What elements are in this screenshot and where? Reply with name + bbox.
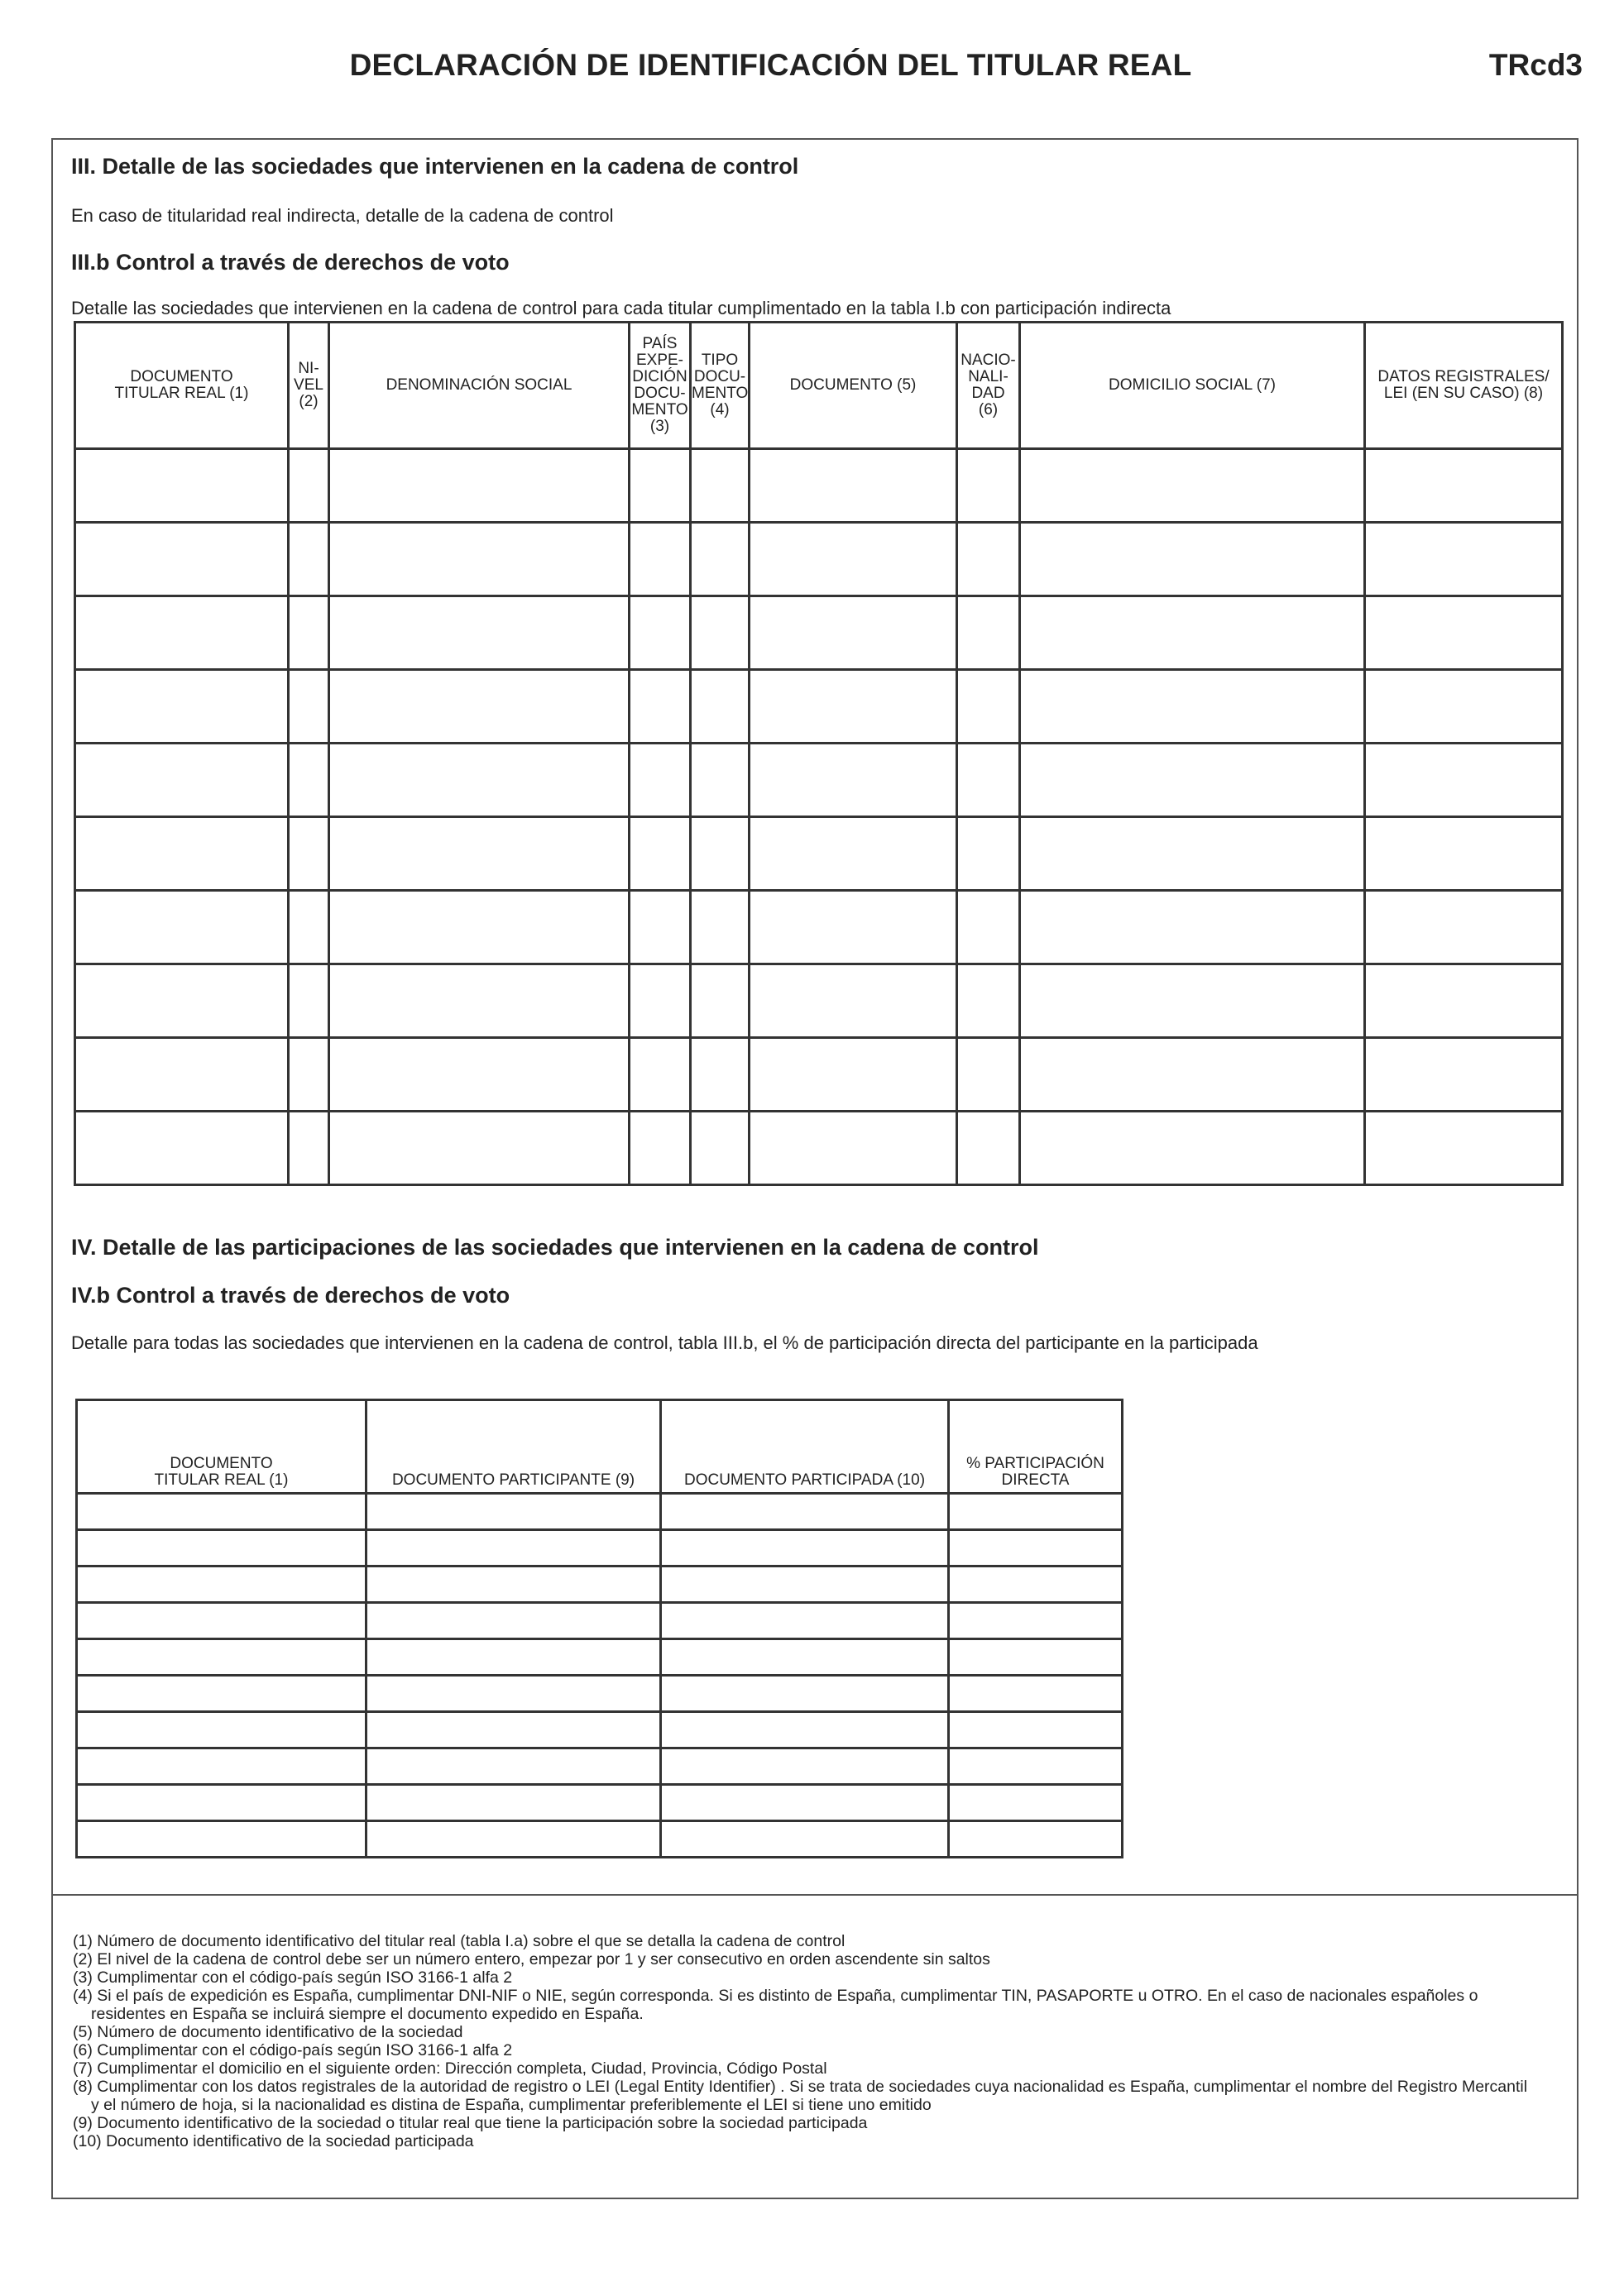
participation-cell[interactable] xyxy=(366,1712,661,1748)
control-chain-cell[interactable] xyxy=(630,523,691,596)
table-row xyxy=(75,523,1563,596)
control-chain-cell[interactable] xyxy=(75,891,289,964)
participation-cell[interactable] xyxy=(661,1821,949,1858)
control-chain-cell[interactable] xyxy=(691,817,750,891)
control-chain-cell[interactable] xyxy=(1020,1112,1365,1185)
section-4b-heading: IV.b Control a través de derechos de voto xyxy=(71,1283,510,1308)
control-chain-table xyxy=(74,321,1564,1186)
participation-cell[interactable] xyxy=(661,1603,949,1639)
control-chain-cell[interactable] xyxy=(289,1112,329,1185)
control-chain-cell[interactable] xyxy=(329,891,630,964)
footnote xyxy=(73,2078,1570,2114)
control-chain-cell[interactable] xyxy=(75,523,289,596)
control-chain-cell[interactable] xyxy=(1365,596,1563,670)
control-chain-cell[interactable] xyxy=(957,523,1020,596)
participation-cell[interactable] xyxy=(77,1748,366,1785)
control-chain-cell[interactable] xyxy=(957,1038,1020,1112)
control-chain-cell[interactable] xyxy=(957,670,1020,744)
table-header-row xyxy=(77,1400,1123,1494)
footnote xyxy=(73,1932,1570,1950)
control-chain-cell[interactable] xyxy=(630,670,691,744)
control-chain-cell[interactable] xyxy=(750,1112,957,1185)
control-chain-cell[interactable] xyxy=(1020,596,1365,670)
control-chain-cell[interactable] xyxy=(329,1112,630,1185)
table-row xyxy=(77,1639,1123,1676)
participation-cell[interactable] xyxy=(77,1712,366,1748)
table-row xyxy=(77,1603,1123,1639)
control-chain-cell[interactable] xyxy=(750,1038,957,1112)
control-chain-cell[interactable] xyxy=(957,964,1020,1038)
control-chain-cell[interactable] xyxy=(630,1038,691,1112)
table-row xyxy=(75,964,1563,1038)
footnote-continuation: y el número de hoja, si la nacionalidad es distina de España, cumplimentar preferiblemente el LEI si tiene uno emitido xyxy=(91,2096,932,2114)
table-row xyxy=(75,891,1563,964)
participation-cell[interactable] xyxy=(949,1676,1123,1712)
participation-cell[interactable] xyxy=(366,1567,661,1603)
participation-cell[interactable] xyxy=(77,1603,366,1639)
col-nivel: NI- VEL (2) xyxy=(289,323,329,449)
participation-cell[interactable] xyxy=(661,1748,949,1785)
control-chain-cell[interactable] xyxy=(329,817,630,891)
control-chain-cell[interactable] xyxy=(289,964,329,1038)
control-chain-cell[interactable] xyxy=(630,964,691,1038)
participation-cell[interactable] xyxy=(77,1821,366,1858)
control-chain-cell[interactable] xyxy=(630,744,691,817)
table-row xyxy=(75,1112,1563,1185)
table-row xyxy=(77,1748,1123,1785)
control-chain-cell[interactable] xyxy=(691,964,750,1038)
control-chain-cell[interactable] xyxy=(75,449,289,523)
control-chain-cell[interactable] xyxy=(329,1038,630,1112)
table-row xyxy=(77,1821,1123,1858)
participation-cell[interactable] xyxy=(77,1676,366,1712)
control-chain-cell[interactable] xyxy=(329,744,630,817)
col-documento-participante: DOCUMENTO PARTICIPANTE (9) xyxy=(366,1400,661,1494)
participation-cell[interactable] xyxy=(366,1785,661,1821)
control-chain-cell[interactable] xyxy=(750,449,957,523)
control-chain-cell[interactable] xyxy=(691,596,750,670)
col-nacionalidad: NACIO- NALI- DAD (6) xyxy=(957,323,1020,449)
footnote-text: (2) El nivel de la cadena de control debe ser un número entero, empezar por 1 y ser consecutivo en orden ascendente sin saltos xyxy=(73,1950,990,1968)
control-chain-cell[interactable] xyxy=(691,523,750,596)
footnote-text: (6) Cumplimentar con el código-país según ISO 3166-1 alfa 2 xyxy=(73,2041,513,2059)
col-datos-registrales: DATOS REGISTRALES/ LEI (EN SU CASO) (8) xyxy=(1365,323,1563,449)
control-chain-cell[interactable] xyxy=(329,449,630,523)
control-chain-cell[interactable] xyxy=(630,817,691,891)
form-title: DECLARACIÓN DE IDENTIFICACIÓN DEL TITULAR REAL xyxy=(349,48,1192,82)
col-documento: DOCUMENTO (5) xyxy=(750,323,957,449)
participation-cell[interactable] xyxy=(661,1676,949,1712)
control-chain-cell[interactable] xyxy=(1020,523,1365,596)
section-3b-heading: III.b Control a través de derechos de voto xyxy=(71,250,510,275)
control-chain-cell[interactable] xyxy=(957,1112,1020,1185)
col-documento-participada: DOCUMENTO PARTICIPADA (10) xyxy=(661,1400,949,1494)
control-chain-cell[interactable] xyxy=(75,964,289,1038)
footnote xyxy=(73,2059,1570,2078)
control-chain-cell[interactable] xyxy=(289,817,329,891)
table-row xyxy=(75,1038,1563,1112)
table-row xyxy=(77,1712,1123,1748)
participation-cell[interactable] xyxy=(661,1785,949,1821)
footnote-text: (8) Cumplimentar con los datos registrales de la autoridad de registro o LEI (Legal Entity Identifier) . Si se trata de sociedades cuya nacionalidad es España, cumplimentar el nombre del Registro Mercantil xyxy=(73,2078,1528,2096)
control-chain-cell[interactable] xyxy=(289,596,329,670)
control-chain-cell[interactable] xyxy=(750,670,957,744)
participation-cell[interactable] xyxy=(949,1567,1123,1603)
control-chain-cell[interactable] xyxy=(957,449,1020,523)
control-chain-cell[interactable] xyxy=(1365,891,1563,964)
table-row xyxy=(77,1785,1123,1821)
control-chain-cell[interactable] xyxy=(750,891,957,964)
participation-cell[interactable] xyxy=(366,1821,661,1858)
control-chain-cell[interactable] xyxy=(75,1038,289,1112)
control-chain-cell[interactable] xyxy=(750,596,957,670)
participation-cell[interactable] xyxy=(366,1639,661,1676)
control-chain-cell[interactable] xyxy=(750,744,957,817)
participation-cell[interactable] xyxy=(949,1603,1123,1639)
participation-cell[interactable] xyxy=(661,1494,949,1530)
control-chain-cell[interactable] xyxy=(289,670,329,744)
participation-cell[interactable] xyxy=(77,1530,366,1567)
footnote-text: (1) Número de documento identificativo del titular real (tabla I.a) sobre el que se detalla la cadena de control xyxy=(73,1932,846,1950)
control-chain-cell[interactable] xyxy=(329,964,630,1038)
col-documento-titular: DOCUMENTO TITULAR REAL (1) xyxy=(75,323,289,449)
control-chain-cell[interactable] xyxy=(1365,449,1563,523)
participation-cell[interactable] xyxy=(949,1530,1123,1567)
section-3-heading: III. Detalle de las sociedades que intervienen en la cadena de control xyxy=(71,154,799,179)
footnote-text: (9) Documento identificativo de la sociedad o titular real que tiene la participación sobre la sociedad participada xyxy=(73,2114,868,2132)
table-row xyxy=(75,744,1563,817)
control-chain-cell[interactable] xyxy=(691,449,750,523)
col-denominacion-social: DENOMINACIÓN SOCIAL xyxy=(329,323,630,449)
col-documento-titular: DOCUMENTO TITULAR REAL (1) xyxy=(77,1400,366,1494)
control-chain-cell[interactable] xyxy=(691,1112,750,1185)
participation-cell[interactable] xyxy=(77,1567,366,1603)
control-chain-cell[interactable] xyxy=(1020,670,1365,744)
participation-cell[interactable] xyxy=(77,1639,366,1676)
section-4-heading: IV. Detalle de las participaciones de las sociedades que intervienen en la cadena de control xyxy=(71,1235,1039,1260)
participation-cell[interactable] xyxy=(949,1748,1123,1785)
participation-cell[interactable] xyxy=(661,1712,949,1748)
control-chain-cell[interactable] xyxy=(329,670,630,744)
footnote xyxy=(73,2041,1570,2059)
section-4b-caption: Detalle para todas las sociedades que intervienen en la cadena de control, tabla III.b, el % de participación directa del participante en la participada xyxy=(71,1332,1258,1353)
col-participacion-directa: % PARTICIPACIÓN DIRECTA xyxy=(949,1400,1123,1494)
footnote xyxy=(73,1968,1570,1987)
control-chain-cell[interactable] xyxy=(1365,817,1563,891)
table-row xyxy=(75,596,1563,670)
footnote-text: (10) Documento identificativo de la sociedad participada xyxy=(73,2132,474,2150)
table-row xyxy=(77,1494,1123,1530)
control-chain-cell[interactable] xyxy=(957,596,1020,670)
footnote xyxy=(73,1987,1570,2023)
footnote-text: (7) Cumplimentar el domicilio en el siguiente orden: Dirección completa, Ciudad, Provincia, Código Postal xyxy=(73,2059,827,2078)
control-chain-cell[interactable] xyxy=(329,523,630,596)
control-chain-cell[interactable] xyxy=(75,596,289,670)
table-row xyxy=(77,1676,1123,1712)
control-chain-cell[interactable] xyxy=(289,1038,329,1112)
control-chain-cell[interactable] xyxy=(1365,523,1563,596)
control-chain-cell[interactable] xyxy=(1020,964,1365,1038)
participation-cell[interactable] xyxy=(661,1639,949,1676)
participation-cell[interactable] xyxy=(366,1530,661,1567)
control-chain-cell[interactable] xyxy=(691,891,750,964)
control-chain-cell[interactable] xyxy=(329,596,630,670)
control-chain-cell[interactable] xyxy=(1365,744,1563,817)
col-domicilio-social: DOMICILIO SOCIAL (7) xyxy=(1020,323,1365,449)
control-chain-cell[interactable] xyxy=(75,1112,289,1185)
participation-cell[interactable] xyxy=(366,1748,661,1785)
footnotes xyxy=(73,1932,1570,2150)
table-row xyxy=(75,817,1563,891)
control-chain-cell[interactable] xyxy=(691,1038,750,1112)
control-chain-cell[interactable] xyxy=(1020,449,1365,523)
footnote-text: (4) Si el país de expedición es España, cumplimentar DNI-NIF o NIE, según corresponda. Si es distinto de España, cumplimentar TIN, PASAPORTE u OTRO. En el caso de nacionales españoles o xyxy=(73,1987,1478,2005)
footnote-continuation: residentes en España se incluirá siempre el documento expedido en España. xyxy=(91,2005,644,2023)
footnote-text: (3) Cumplimentar con el código-país según ISO 3166-1 alfa 2 xyxy=(73,1968,513,1987)
table-row xyxy=(75,449,1563,523)
table-row xyxy=(77,1567,1123,1603)
control-chain-cell[interactable] xyxy=(957,744,1020,817)
section-3-intro: En caso de titularidad real indirecta, detalle de la cadena de control xyxy=(71,205,614,226)
control-chain-cell[interactable] xyxy=(289,449,329,523)
notes-divider xyxy=(51,1894,1578,1896)
participation-cell[interactable] xyxy=(366,1676,661,1712)
control-chain-cell[interactable] xyxy=(75,744,289,817)
participation-cell[interactable] xyxy=(949,1639,1123,1676)
table-row xyxy=(75,670,1563,744)
participation-cell[interactable] xyxy=(661,1567,949,1603)
control-chain-cell[interactable] xyxy=(1020,744,1365,817)
control-chain-cell[interactable] xyxy=(1020,1038,1365,1112)
footnote xyxy=(73,2132,1570,2150)
participation-cell[interactable] xyxy=(77,1785,366,1821)
control-chain-cell[interactable] xyxy=(630,891,691,964)
control-chain-cell[interactable] xyxy=(289,891,329,964)
control-chain-cell[interactable] xyxy=(1365,964,1563,1038)
control-chain-cell[interactable] xyxy=(75,817,289,891)
footnote xyxy=(73,2114,1570,2132)
control-chain-cell[interactable] xyxy=(1020,817,1365,891)
col-pais-expedicion: PAÍS EXPE- DICIÓN DOCU- MENTO (3) xyxy=(630,323,691,449)
participations-table xyxy=(75,1399,1123,1858)
table-header-row xyxy=(75,323,1563,449)
control-chain-cell[interactable] xyxy=(957,817,1020,891)
footnote xyxy=(73,2023,1570,2041)
participation-cell[interactable] xyxy=(949,1821,1123,1858)
control-chain-cell[interactable] xyxy=(1020,891,1365,964)
control-chain-cell[interactable] xyxy=(750,964,957,1038)
participation-cell[interactable] xyxy=(366,1603,661,1639)
footnote xyxy=(73,1950,1570,1968)
control-chain-cell[interactable] xyxy=(630,1112,691,1185)
participation-cell[interactable] xyxy=(949,1494,1123,1530)
control-chain-cell[interactable] xyxy=(630,596,691,670)
footnote-text: (5) Número de documento identificativo de la sociedad xyxy=(73,2023,463,2041)
control-chain-cell[interactable] xyxy=(1365,1112,1563,1185)
participation-cell[interactable] xyxy=(949,1712,1123,1748)
section-3b-caption: Detalle las sociedades que intervienen en la cadena de control para cada titular cumplimentado en la tabla I.b con participación indirecta xyxy=(71,298,1171,318)
table-row xyxy=(77,1530,1123,1567)
form-code: TRcd3 xyxy=(1488,48,1583,82)
col-tipo-documento: TIPO DOCU- MENTO (4) xyxy=(691,323,750,449)
participation-cell[interactable] xyxy=(661,1530,949,1567)
control-chain-cell[interactable] xyxy=(691,744,750,817)
control-chain-cell[interactable] xyxy=(75,670,289,744)
control-chain-cell[interactable] xyxy=(289,744,329,817)
control-chain-cell[interactable] xyxy=(750,523,957,596)
control-chain-cell[interactable] xyxy=(1365,670,1563,744)
participation-cell[interactable] xyxy=(77,1494,366,1530)
participation-cell[interactable] xyxy=(949,1785,1123,1821)
control-chain-cell[interactable] xyxy=(289,523,329,596)
control-chain-cell[interactable] xyxy=(750,817,957,891)
control-chain-cell[interactable] xyxy=(691,670,750,744)
control-chain-cell[interactable] xyxy=(630,449,691,523)
control-chain-cell[interactable] xyxy=(957,891,1020,964)
participation-cell[interactable] xyxy=(366,1494,661,1530)
control-chain-cell[interactable] xyxy=(1365,1038,1563,1112)
